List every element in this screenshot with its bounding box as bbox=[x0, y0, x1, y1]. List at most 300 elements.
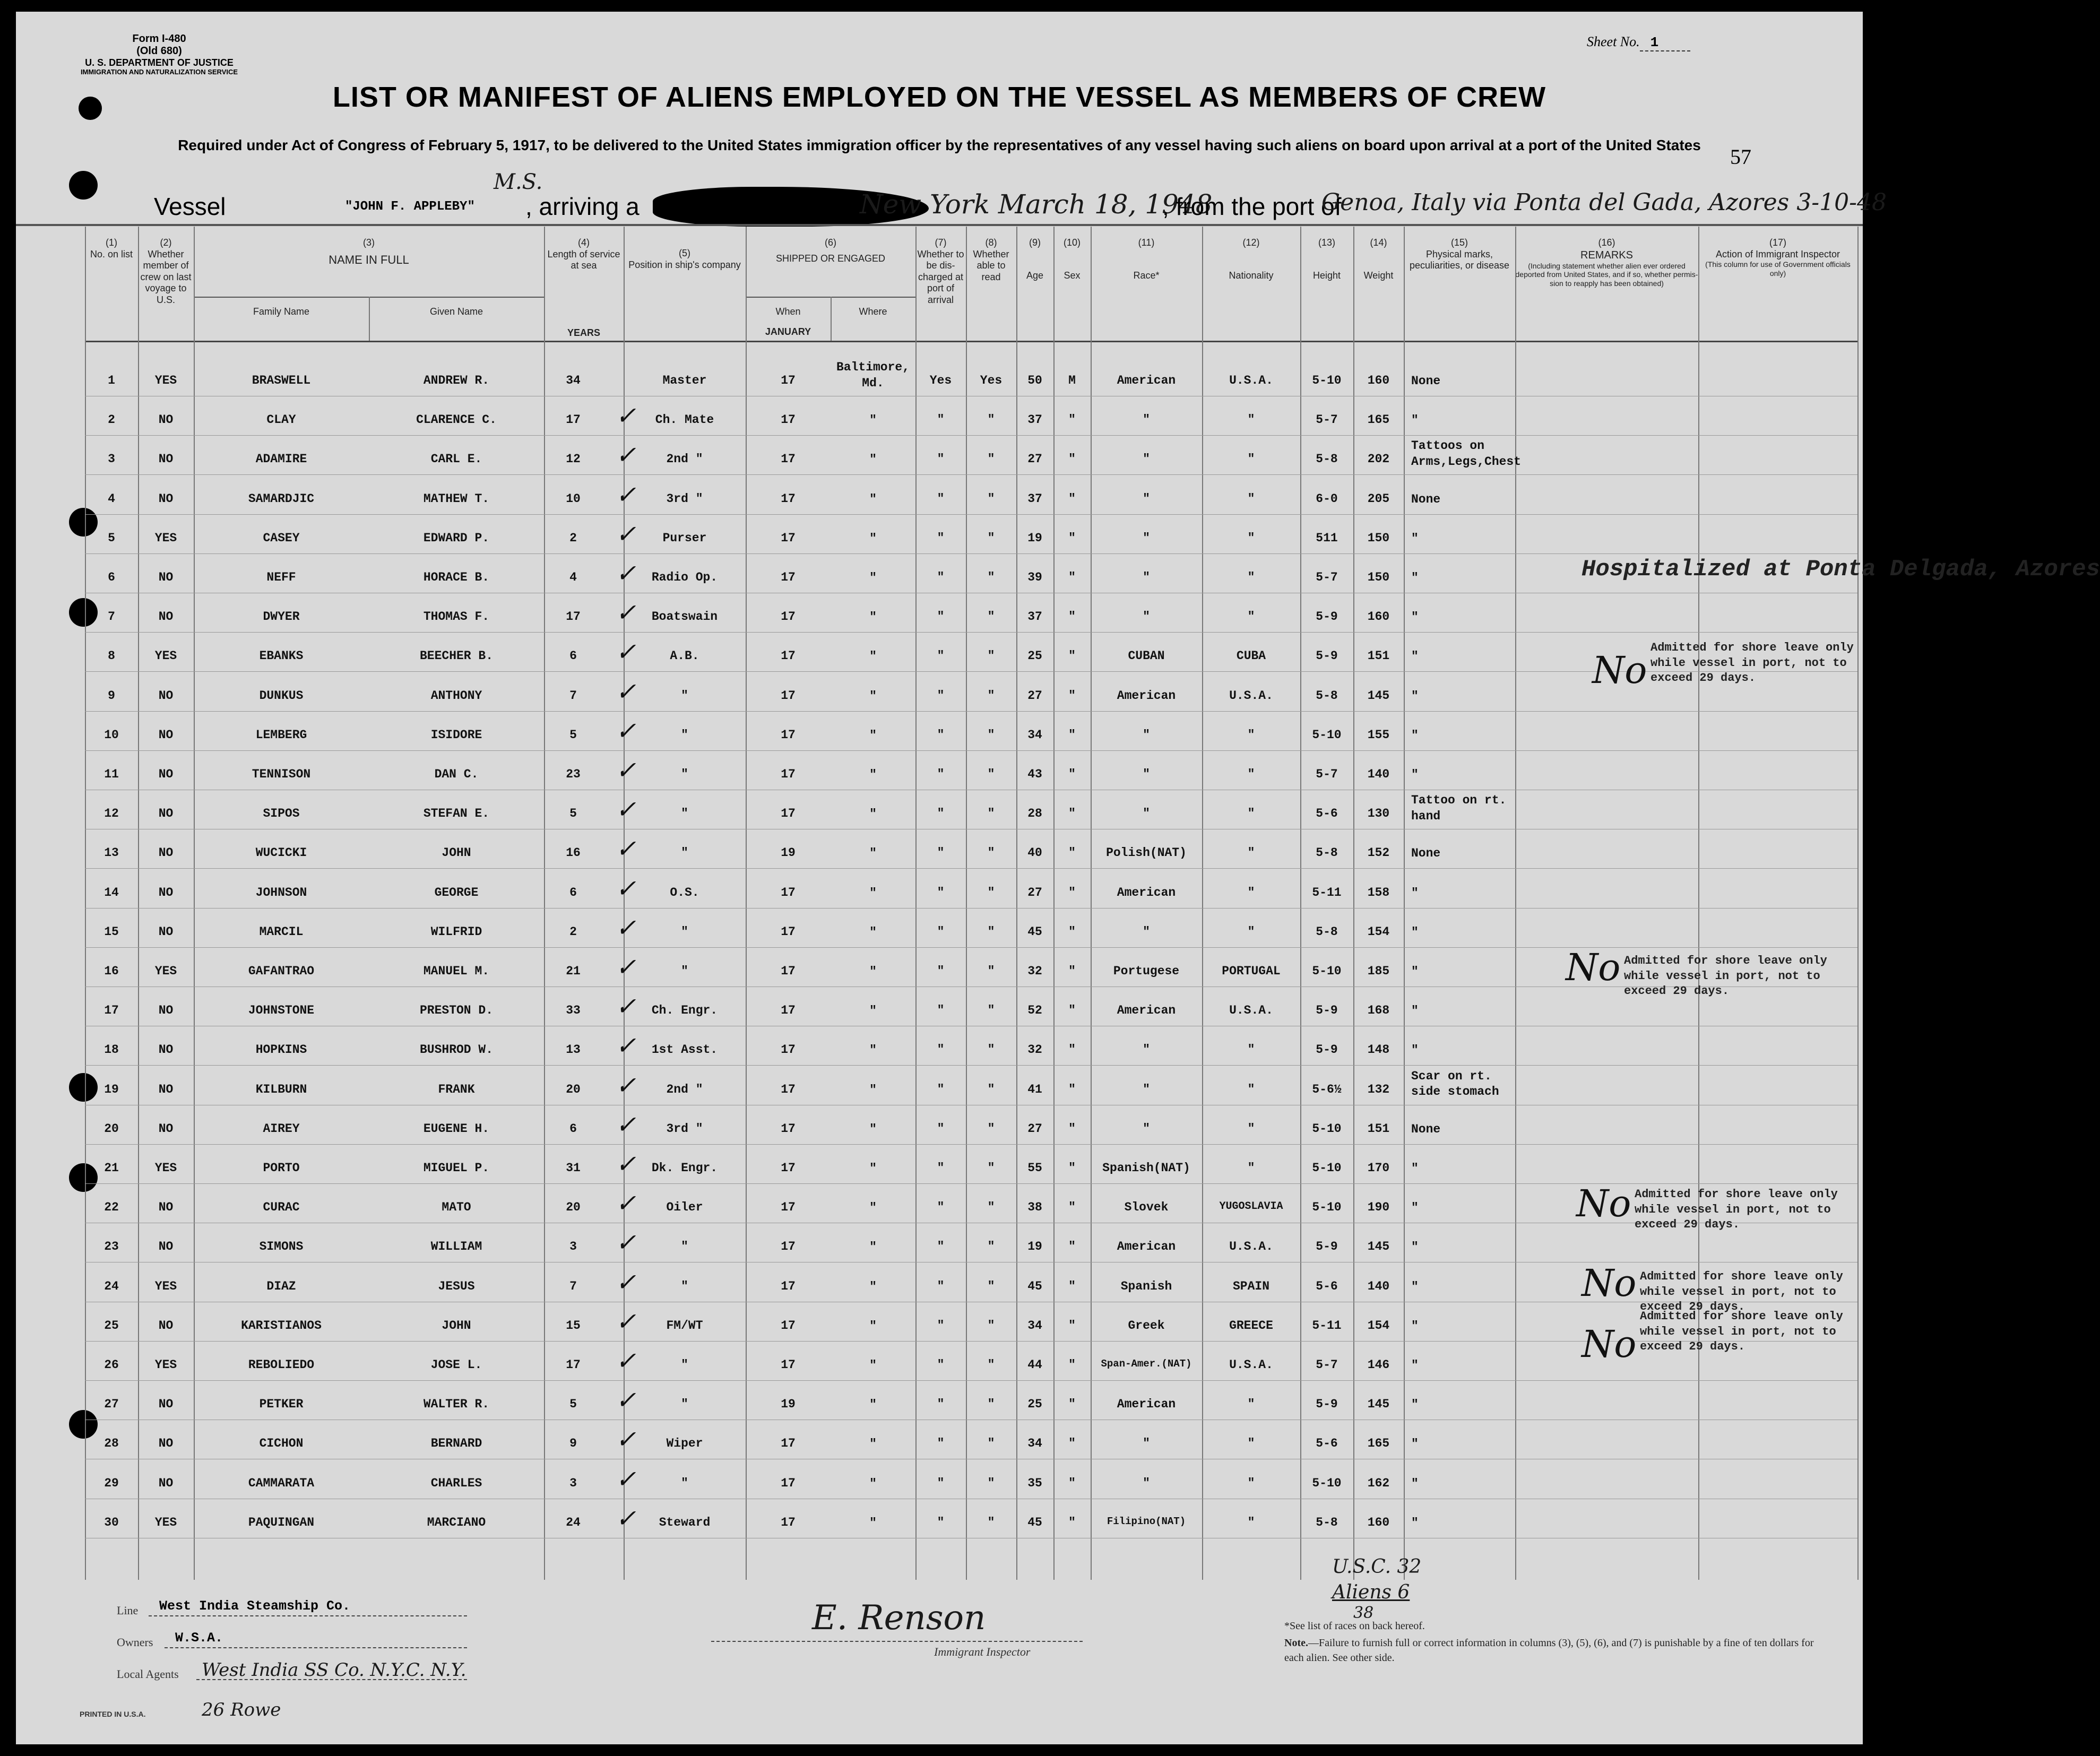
cell-race: " bbox=[1143, 767, 1150, 781]
cell-where: " bbox=[869, 571, 877, 585]
cell-where: " bbox=[869, 413, 877, 428]
table-row bbox=[85, 1223, 1857, 1262]
cell-years: 2 bbox=[569, 531, 577, 545]
cell-position: 1st Asst. bbox=[651, 1043, 718, 1057]
cell-last: NO bbox=[158, 413, 174, 427]
cell-years: 13 bbox=[566, 1043, 581, 1057]
cell-last: NO bbox=[158, 728, 174, 742]
cell-no: 5 bbox=[108, 531, 115, 545]
cell-last: NO bbox=[158, 885, 174, 899]
cell-years: 3 bbox=[569, 1476, 577, 1490]
cell-nat: " bbox=[1247, 1043, 1255, 1057]
cell-family: JOHNSON bbox=[255, 885, 307, 899]
cell-nat: " bbox=[1247, 1476, 1255, 1490]
check-mark-icon: ✓ bbox=[616, 1386, 636, 1415]
cell-family: CLAY bbox=[266, 413, 296, 427]
cell-where: " bbox=[869, 1122, 877, 1136]
cell-read: " bbox=[987, 688, 995, 703]
cell-given: BERNARD bbox=[430, 1437, 482, 1451]
page-title: LIST OR MANIFEST OF ALIENS EMPLOYED ON THE VESSEL AS MEMBERS OF CREW bbox=[332, 81, 1546, 113]
cell-position: Boatswain bbox=[651, 610, 718, 624]
cell-no: 30 bbox=[104, 1515, 119, 1529]
cell-read: " bbox=[987, 570, 995, 584]
cell-nat: U.S.A. bbox=[1229, 1358, 1273, 1372]
cell-disch: " bbox=[937, 1358, 945, 1372]
cell-weight: 152 bbox=[1367, 846, 1390, 860]
cell-weight: 160 bbox=[1367, 610, 1390, 624]
check-mark-icon: ✓ bbox=[616, 1110, 636, 1139]
check-mark-icon: ✓ bbox=[616, 1189, 636, 1218]
cell-sex: " bbox=[1068, 1279, 1076, 1293]
cell-read: " bbox=[987, 1515, 995, 1529]
col16-header: (16) REMARKS (Including statement whether alien ever ordered deported from United States, and if so, whether permis-sion to reapply has been obtained) bbox=[1515, 237, 1698, 288]
cell-no: 7 bbox=[108, 610, 115, 624]
cell-weight: 190 bbox=[1367, 1200, 1390, 1215]
cell-weight: 202 bbox=[1367, 452, 1390, 466]
cell-height: 5-7 bbox=[1316, 570, 1338, 584]
footer bbox=[16, 1556, 1863, 1742]
cell-marks: " bbox=[1411, 689, 1419, 703]
cell-position: Wiper bbox=[666, 1437, 703, 1451]
cell-nat: " bbox=[1247, 570, 1255, 584]
cell-nat: " bbox=[1247, 610, 1255, 624]
cell-read: " bbox=[987, 1161, 995, 1175]
cell-marks: " bbox=[1411, 1004, 1419, 1018]
cell-marks: " bbox=[1411, 650, 1419, 664]
page-subtitle: Required under Act of Congress of February 5, 1917, to be delivered to the United States immigration officer by the representatives of any vessel having such aliens on board upon arrival at a port of the United States bbox=[178, 137, 1701, 153]
cell-marks: " bbox=[1411, 886, 1419, 900]
owners-underline bbox=[165, 1647, 467, 1648]
cell-last: NO bbox=[158, 1082, 174, 1096]
cell-disch: " bbox=[937, 1121, 945, 1136]
years-unit: YEARS bbox=[567, 327, 600, 338]
cell-sex: " bbox=[1068, 964, 1076, 978]
col1-header: (1) No. on list bbox=[90, 237, 133, 259]
table-row bbox=[85, 593, 1857, 633]
cell-disch: " bbox=[937, 1240, 945, 1254]
cell-when: 17 bbox=[781, 610, 796, 624]
cell-no: 8 bbox=[108, 649, 115, 663]
cell-where: " bbox=[869, 453, 877, 467]
line-underline bbox=[149, 1615, 467, 1616]
agents-value: West India SS Co. N.Y.C. N.Y. bbox=[202, 1659, 466, 1681]
cell-height: 5-6½ bbox=[1312, 1082, 1342, 1096]
cell-position: " bbox=[681, 964, 688, 978]
january-label: JANUARY bbox=[765, 326, 811, 337]
cell-race: American bbox=[1117, 1240, 1176, 1254]
cell-position: A.B. bbox=[670, 649, 699, 663]
cell-height: 5-6 bbox=[1316, 807, 1338, 821]
cell-family: PETKER bbox=[259, 1397, 304, 1412]
cell-height: 5-8 bbox=[1316, 846, 1338, 860]
table-row bbox=[85, 435, 1857, 475]
cell-nat: " bbox=[1247, 1082, 1255, 1096]
cell-no: 16 bbox=[104, 964, 119, 978]
cell-disch: " bbox=[937, 846, 945, 860]
cell-age: 19 bbox=[1027, 1240, 1042, 1254]
shore-leave-remark: Admitted for shore leave only while vessel in port, not to exceed 29 days. bbox=[1635, 1188, 1838, 1232]
cell-age: 32 bbox=[1027, 1043, 1042, 1057]
cell-read: " bbox=[987, 1240, 995, 1254]
cell-position: Ch. Engr. bbox=[651, 1004, 718, 1018]
cell-when: 17 bbox=[781, 531, 796, 545]
cell-given: CLARENCE C. bbox=[416, 413, 497, 427]
cell-height: 5-10 bbox=[1312, 728, 1342, 742]
cell-race: " bbox=[1143, 531, 1150, 545]
cell-height: 5-8 bbox=[1316, 1515, 1338, 1529]
cell-position: " bbox=[681, 1240, 688, 1254]
check-mark-icon: ✓ bbox=[616, 992, 636, 1021]
cell-last: NO bbox=[158, 1476, 174, 1490]
cell-disch: " bbox=[937, 885, 945, 899]
cell-family: CICHON bbox=[259, 1437, 304, 1451]
cell-sex: " bbox=[1068, 570, 1076, 584]
hand-note: 26 Rowe bbox=[202, 1699, 281, 1720]
cell-family: EBANKS bbox=[259, 649, 304, 663]
printed-label: PRINTED IN U.S.A. bbox=[80, 1710, 146, 1718]
cell-years: 7 bbox=[569, 1279, 577, 1293]
cell-last: YES bbox=[154, 531, 177, 545]
col10-header: (10) Sex bbox=[1063, 237, 1081, 281]
cell-age: 34 bbox=[1027, 1437, 1042, 1451]
when-header: When bbox=[775, 306, 801, 317]
cell-disch: " bbox=[937, 1200, 945, 1215]
cell-height: 511 bbox=[1316, 531, 1338, 545]
cell-when: 17 bbox=[781, 1161, 796, 1175]
table-row bbox=[85, 1420, 1857, 1459]
check-mark-icon: ✓ bbox=[616, 440, 636, 470]
cell-weight: 160 bbox=[1367, 1515, 1390, 1529]
cell-nat: " bbox=[1247, 491, 1255, 506]
cell-read: " bbox=[987, 846, 995, 860]
cell-height: 5-8 bbox=[1316, 688, 1338, 703]
cell-when: 17 bbox=[781, 1240, 796, 1254]
cell-read: " bbox=[987, 1397, 995, 1412]
cell-disch: " bbox=[937, 924, 945, 939]
cell-read: " bbox=[987, 1082, 995, 1096]
cell-position: " bbox=[681, 846, 688, 860]
cell-family: SIPOS bbox=[263, 807, 300, 821]
cell-last: NO bbox=[158, 610, 174, 624]
cell-sex: " bbox=[1068, 610, 1076, 624]
cell-sex: " bbox=[1068, 1240, 1076, 1254]
cell-where: Baltimore, Md. bbox=[836, 360, 910, 390]
tally-total: 38 bbox=[1353, 1604, 1374, 1622]
header-rule bbox=[16, 224, 1863, 226]
cell-family: DUNKUS bbox=[259, 688, 304, 703]
cell-read: " bbox=[987, 1121, 995, 1136]
cell-family: AIREY bbox=[263, 1121, 300, 1136]
cell-no: 6 bbox=[108, 570, 115, 584]
cell-family: DIAZ bbox=[266, 1279, 296, 1293]
cell-nat: " bbox=[1247, 807, 1255, 821]
cell-no: 13 bbox=[104, 846, 119, 860]
cell-race: Slovek bbox=[1124, 1200, 1169, 1215]
cell-height: 5-9 bbox=[1316, 610, 1338, 624]
page-number: 57 bbox=[1730, 145, 1751, 169]
cell-height: 5-11 bbox=[1312, 885, 1342, 899]
cell-years: 6 bbox=[569, 885, 577, 899]
cell-weight: 170 bbox=[1367, 1161, 1390, 1175]
tally-usc: U.S.C. 32 bbox=[1332, 1556, 1422, 1578]
cell-marks: " bbox=[1411, 1476, 1419, 1491]
cell-age: 19 bbox=[1027, 531, 1042, 545]
table-row bbox=[85, 1499, 1857, 1538]
cell-last: NO bbox=[158, 807, 174, 821]
cell-when: 19 bbox=[781, 1397, 796, 1412]
cell-no: 22 bbox=[104, 1200, 119, 1215]
cell-last: NO bbox=[158, 1318, 174, 1333]
cell-given: THOMAS F. bbox=[423, 610, 490, 624]
shore-leave-remark: Admitted for shore leave only while vessel in port, not to exceed 29 days. bbox=[1650, 641, 1854, 685]
cell-years: 2 bbox=[569, 924, 577, 939]
cell-sex: " bbox=[1068, 885, 1076, 899]
cell-race: American bbox=[1117, 374, 1176, 387]
cell-no: 25 bbox=[104, 1318, 119, 1333]
cell-weight: 168 bbox=[1367, 1004, 1390, 1018]
cell-height: 5-9 bbox=[1316, 1004, 1338, 1018]
cell-years: 6 bbox=[569, 1121, 577, 1136]
cell-race: Polish(NAT) bbox=[1106, 846, 1187, 860]
cell-marks: Scar on rt. side stomach bbox=[1411, 1069, 1499, 1099]
cell-read: " bbox=[987, 1318, 995, 1333]
cell-disch: " bbox=[937, 1043, 945, 1057]
cell-given: MATHEW T. bbox=[423, 491, 490, 506]
cell-race: Spanish bbox=[1120, 1279, 1172, 1293]
cell-marks: " bbox=[1411, 413, 1419, 428]
cell-height: 5-10 bbox=[1312, 1121, 1342, 1136]
col6-header: (6) SHIPPED OR ENGAGED bbox=[775, 237, 886, 264]
cell-last: YES bbox=[154, 964, 177, 978]
cell-family: PAQUINGAN bbox=[248, 1515, 315, 1529]
cell-when: 17 bbox=[781, 452, 796, 466]
cell-height: 5-7 bbox=[1316, 413, 1338, 427]
cell-when: 17 bbox=[781, 1476, 796, 1490]
cell-nat: GREECE bbox=[1229, 1318, 1273, 1333]
cell-where: " bbox=[869, 1476, 877, 1491]
cell-marks: " bbox=[1411, 1043, 1419, 1058]
cell-where: " bbox=[869, 965, 877, 979]
col7-header: (7) Whether to be dis-charged at port of arrival bbox=[917, 237, 964, 305]
cell-position: Ch. Mate bbox=[655, 413, 714, 427]
table-row bbox=[85, 869, 1857, 909]
cell-years: 34 bbox=[566, 374, 581, 387]
table-row bbox=[85, 632, 1857, 672]
cell-no: 19 bbox=[104, 1082, 119, 1096]
table-row bbox=[85, 750, 1857, 790]
cell-when: 17 bbox=[781, 1437, 796, 1451]
remark-no-mark: No bbox=[1592, 648, 1647, 692]
cell-position: " bbox=[681, 1358, 688, 1372]
cell-when: 17 bbox=[781, 767, 796, 781]
cell-given: CHARLES bbox=[430, 1476, 482, 1490]
table-row bbox=[85, 1066, 1857, 1105]
cell-sex: " bbox=[1068, 924, 1076, 939]
cell-marks: Tattoos on Arms,Legs,Chest bbox=[1411, 439, 1522, 469]
cell-no: 20 bbox=[104, 1121, 119, 1136]
cell-read: " bbox=[987, 1476, 995, 1490]
cell-no: 11 bbox=[104, 767, 119, 781]
check-mark-icon: ✓ bbox=[616, 1267, 636, 1296]
check-mark-icon: ✓ bbox=[616, 834, 636, 863]
cell-read: Yes bbox=[980, 374, 1003, 387]
cell-last: NO bbox=[158, 846, 174, 860]
cell-disch: " bbox=[937, 649, 945, 663]
cell-disch: " bbox=[937, 1437, 945, 1451]
cell-race: " bbox=[1143, 728, 1150, 742]
cell-where: " bbox=[869, 492, 877, 506]
arriving-at: New York March 18, 1948 bbox=[860, 189, 1213, 220]
cell-height: 5-11 bbox=[1312, 1318, 1342, 1333]
form-old-number: (Old 680) bbox=[136, 45, 182, 57]
cell-weight: 154 bbox=[1367, 1318, 1390, 1333]
check-mark-icon: ✓ bbox=[616, 519, 636, 548]
cell-disch: " bbox=[937, 1318, 945, 1333]
check-mark-icon: ✓ bbox=[616, 1346, 636, 1375]
cell-race: " bbox=[1143, 491, 1150, 506]
cell-height: 5-9 bbox=[1316, 1397, 1338, 1412]
cell-sex: " bbox=[1068, 452, 1076, 466]
cell-height: 5-7 bbox=[1316, 1358, 1338, 1372]
department: U. S. DEPARTMENT OF JUSTICE bbox=[85, 57, 234, 68]
races-note: *See list of races on back hereof. bbox=[1284, 1620, 1425, 1632]
cell-read: " bbox=[987, 610, 995, 624]
cell-given: DAN C. bbox=[434, 767, 479, 781]
cell-weight: 146 bbox=[1367, 1358, 1390, 1372]
cell-sex: " bbox=[1068, 688, 1076, 703]
cell-no: 10 bbox=[104, 728, 119, 742]
cell-weight: 158 bbox=[1367, 885, 1390, 899]
cell-given: HORACE B. bbox=[423, 570, 490, 584]
cell-years: 12 bbox=[566, 452, 581, 466]
col5-header: (5) Position in ship's company bbox=[628, 248, 741, 270]
crew-table bbox=[85, 227, 2100, 1580]
cell-age: 37 bbox=[1027, 610, 1042, 624]
cell-years: 3 bbox=[569, 1240, 577, 1254]
cell-sex: " bbox=[1068, 1200, 1076, 1215]
cell-read: " bbox=[987, 964, 995, 978]
cell-weight: 140 bbox=[1367, 1279, 1390, 1293]
cell-race: Portugese bbox=[1113, 964, 1180, 978]
cell-disch: " bbox=[937, 491, 945, 506]
cell-height: 5-10 bbox=[1312, 1200, 1342, 1215]
cell-given: GEORGE bbox=[434, 885, 479, 899]
cell-last: YES bbox=[154, 649, 177, 663]
check-mark-icon: ✓ bbox=[616, 716, 636, 745]
cell-given: PRESTON D. bbox=[419, 1004, 494, 1018]
cell-no: 15 bbox=[104, 924, 119, 939]
cell-weight: 162 bbox=[1367, 1476, 1390, 1490]
cell-age: 55 bbox=[1027, 1161, 1042, 1175]
cell-when: 17 bbox=[781, 964, 796, 978]
cell-when: 17 bbox=[781, 924, 796, 939]
cell-last: NO bbox=[158, 1437, 174, 1451]
where-header: Where bbox=[859, 306, 887, 317]
cell-age: 27 bbox=[1027, 688, 1042, 703]
cell-weight: 140 bbox=[1367, 767, 1390, 781]
cell-marks: " bbox=[1411, 768, 1419, 782]
cell-family: SAMARDJIC bbox=[248, 491, 315, 506]
cell-race: " bbox=[1143, 1082, 1150, 1096]
cell-years: 9 bbox=[569, 1437, 577, 1451]
cell-read: " bbox=[987, 413, 995, 427]
cell-sex: " bbox=[1068, 1318, 1076, 1333]
cell-height: 5-9 bbox=[1316, 1043, 1338, 1057]
agents-underline bbox=[196, 1679, 467, 1680]
col11-header: (11) Race* bbox=[1133, 237, 1160, 281]
cell-position: " bbox=[681, 924, 688, 939]
cell-where: " bbox=[869, 1437, 877, 1451]
table-row bbox=[85, 396, 1857, 436]
cell-last: NO bbox=[158, 452, 174, 466]
cell-family: WUCICKI bbox=[255, 846, 307, 860]
cell-nat: CUBA bbox=[1236, 649, 1266, 663]
cell-when: 17 bbox=[781, 807, 796, 821]
cell-position: 2nd " bbox=[666, 452, 703, 466]
cell-when: 17 bbox=[781, 728, 796, 742]
cell-marks: " bbox=[1411, 925, 1419, 939]
cell-weight: 154 bbox=[1367, 924, 1390, 939]
cell-height: 5-8 bbox=[1316, 452, 1338, 466]
check-mark-icon: ✓ bbox=[616, 1031, 636, 1060]
cell-marks: " bbox=[1411, 1162, 1419, 1175]
cell-last: NO bbox=[158, 491, 174, 506]
cell-given: WILLIAM bbox=[430, 1240, 482, 1254]
check-mark-icon: ✓ bbox=[616, 873, 636, 903]
cell-sex: " bbox=[1068, 846, 1076, 860]
cell-nat: U.S.A. bbox=[1229, 1240, 1273, 1254]
cell-where: " bbox=[869, 807, 877, 821]
cell-marks: " bbox=[1411, 1201, 1419, 1215]
cell-no: 21 bbox=[104, 1161, 119, 1175]
arriving-label: , arriving a bbox=[525, 193, 639, 220]
col17-header: (17) Action of Immigrant Inspector (This column for use of Government officials only) bbox=[1705, 237, 1851, 278]
fine-note: Note.—Failure to furnish full or correct information in columns (3), (5), (6), and (7) is punishable by a fine of ten dollars for each alien. See other side. bbox=[1284, 1637, 1814, 1664]
table-row bbox=[85, 711, 1857, 751]
cell-last: NO bbox=[158, 570, 174, 584]
cell-age: 52 bbox=[1027, 1004, 1042, 1018]
cell-years: 10 bbox=[566, 491, 581, 506]
cell-family: KARISTIANOS bbox=[241, 1318, 322, 1333]
cell-years: 5 bbox=[569, 1397, 577, 1412]
cell-height: 5-6 bbox=[1316, 1279, 1338, 1293]
cell-position: " bbox=[681, 1279, 688, 1293]
remark-no-mark: No bbox=[1582, 1322, 1637, 1366]
cell-sex: " bbox=[1068, 1476, 1076, 1490]
cell-age: 50 bbox=[1027, 374, 1042, 387]
cell-height: 5-10 bbox=[1312, 1161, 1342, 1175]
cell-marks: " bbox=[1411, 531, 1419, 546]
cell-given: JOSE L. bbox=[430, 1358, 482, 1372]
check-mark-icon: ✓ bbox=[616, 1070, 636, 1100]
cell-family: JOHNSTONE bbox=[248, 1004, 315, 1018]
cell-nat: " bbox=[1247, 1515, 1255, 1529]
cell-family: CAMMARATA bbox=[248, 1476, 315, 1490]
cell-read: " bbox=[987, 1043, 995, 1057]
cell-weight: 150 bbox=[1367, 570, 1390, 584]
cell-sex: " bbox=[1068, 1397, 1076, 1412]
cell-weight: 155 bbox=[1367, 728, 1390, 742]
cell-given: EDWARD P. bbox=[423, 531, 490, 545]
cell-given: ANDREW R. bbox=[423, 374, 490, 387]
check-mark-icon: ✓ bbox=[616, 1503, 636, 1533]
cell-sex: " bbox=[1068, 413, 1076, 427]
cell-race: " bbox=[1143, 1121, 1150, 1136]
cell-weight: 145 bbox=[1367, 1240, 1390, 1254]
cell-race: " bbox=[1143, 610, 1150, 624]
cell-race: American bbox=[1117, 1004, 1176, 1018]
cell-years: 17 bbox=[566, 610, 581, 624]
